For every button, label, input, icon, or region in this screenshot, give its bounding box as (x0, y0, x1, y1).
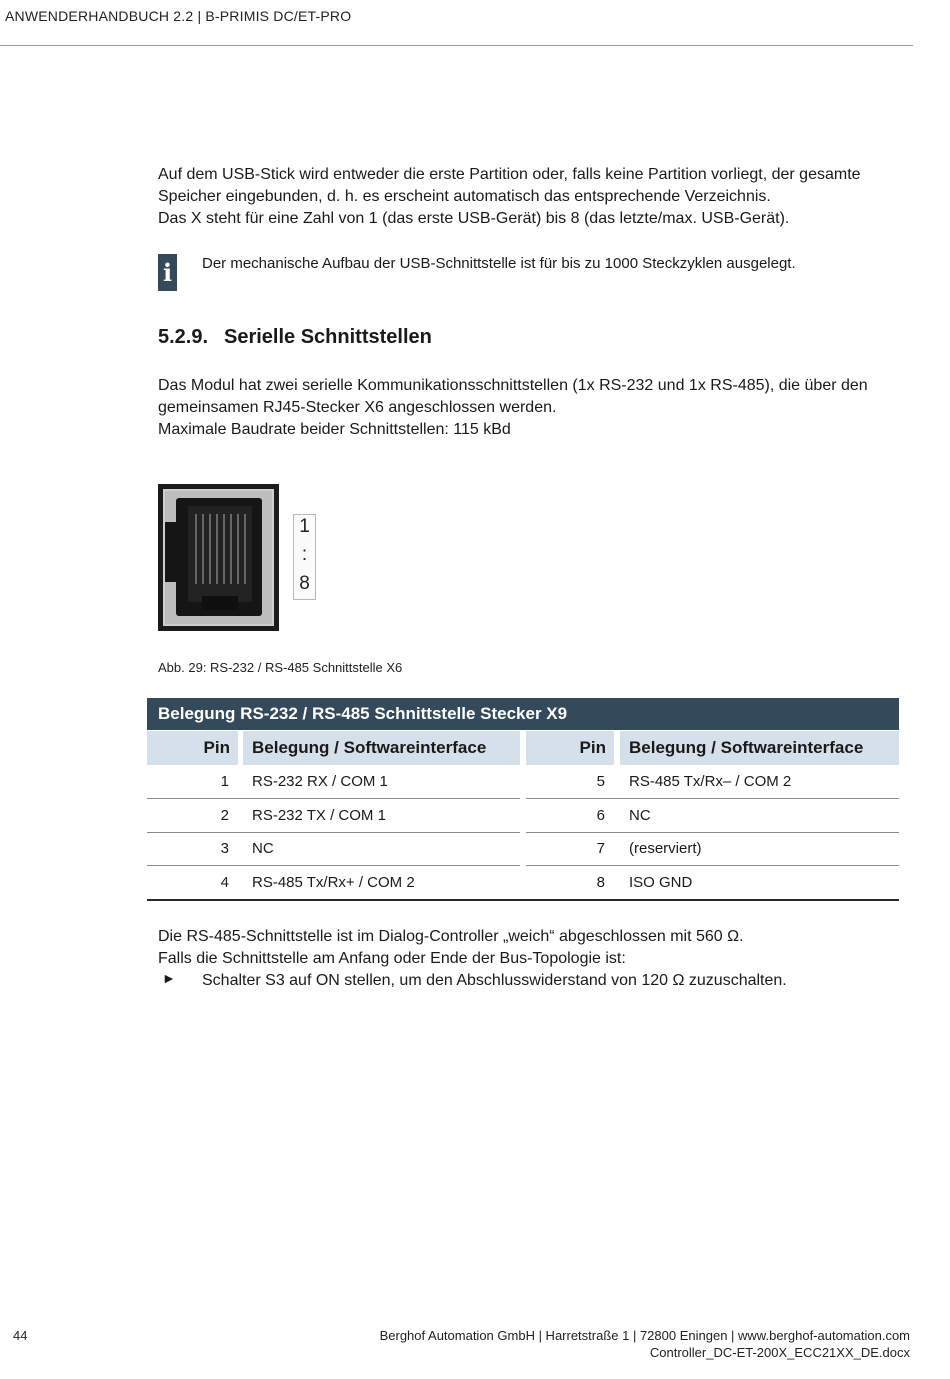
pin-number: 8 (596, 874, 605, 891)
section-title: Serielle Schnittstellen (224, 326, 432, 348)
termination-line: Falls die Schnittstelle am Anfang oder Ende der Bus-Topologie ist: (158, 950, 626, 967)
table-header-pin: Pin (526, 731, 614, 765)
pin-dots-label: : (301, 544, 308, 565)
intro-line: Auf dem USB-Stick wird entweder die erste Partition oder, falls keine Partition vorliegt, der gesamte (158, 166, 861, 183)
pin-assignment: ISO GND (629, 874, 693, 891)
table-header-assignment: Belegung / Softwareinterface (620, 731, 899, 765)
pin-number: 5 (596, 773, 605, 790)
pin-assignment: NC (252, 840, 274, 857)
bullet-instruction: Schalter S3 auf ON stellen, um den Abschlusswiderstand von 120 Ω zuzuschalten. (202, 972, 787, 989)
section-body-paragraph (158, 375, 868, 441)
footer-company-info: Berghof Automation GmbH | Harretstraße 1 | 72800 Eningen | www.berghof-automation.com (379, 1328, 910, 1343)
pin-number: 2 (220, 807, 229, 824)
table-row (147, 832, 899, 865)
figure-caption: Abb. 29: RS-232 / RS-485 Schnittstelle X6 (158, 660, 403, 675)
pin-number: 3 (220, 840, 229, 857)
table-header-assignment: Belegung / Softwareinterface (243, 731, 520, 765)
footer-filename: Controller_DC-ET-200X_ECC21XX_DE.docx (649, 1345, 910, 1360)
intro-line: Das X steht für eine Zahl von 1 (das erste USB-Gerät) bis 8 (das letzte/max. USB-Gerät). (158, 210, 790, 227)
table-row (147, 866, 899, 899)
pin-last-label: 8 (299, 573, 310, 594)
table-row (147, 765, 899, 798)
body-line: Das Modul hat zwei serielle Kommunikationsschnittstellen (1x RS-232 und 1x RS-485), die über den (158, 377, 868, 394)
pin-assignment: NC (629, 807, 651, 824)
table-header-pin: Pin (147, 731, 238, 765)
pin-assignment: RS-232 RX / COM 1 (252, 773, 388, 790)
table-bottom-rule (147, 899, 899, 901)
termination-line: Die RS-485-Schnittstelle ist im Dialog-Controller „weich“ abgeschlossen mit 560 Ω. (158, 928, 744, 945)
body-line: gemeinsamen RJ45-Stecker X6 angeschlossen werden. (158, 399, 557, 416)
pin-assignment: RS-485 Tx/Rx– / COM 2 (629, 773, 792, 790)
intro-paragraph (158, 164, 861, 230)
termination-paragraph (158, 926, 744, 970)
pin-assignment: RS-485 Tx/Rx+ / COM 2 (252, 874, 415, 891)
pin-number: 6 (596, 807, 605, 824)
pin-assignment: RS-232 TX / COM 1 (252, 807, 386, 824)
bullet-arrow-icon: ► (162, 970, 176, 986)
page-number: 44 (13, 1328, 28, 1343)
pin-number: 1 (220, 773, 229, 790)
table-title: Belegung RS-232 / RS-485 Schnittstelle Stecker X9 (147, 698, 899, 730)
pin-first-label: 1 (299, 516, 310, 537)
section-number: 5.2.9. (158, 326, 209, 348)
pin-number: 4 (220, 874, 229, 891)
body-line: Maximale Baudrate beider Schnittstellen: 115 kBd (158, 421, 511, 438)
table-row (147, 799, 899, 832)
info-note-text: Der mechanische Aufbau der USB-Schnittstelle ist für bis zu 1000 Steckzyklen ausgelegt. (202, 255, 796, 272)
pin-assignment: (reserviert) (629, 840, 702, 857)
intro-line: Speicher eingebunden, d. h. es erscheint automatisch das entsprechende Verzeichnis. (158, 188, 771, 205)
document-header-title: ANWENDERHANDBUCH 2.2 | B-PRIMIS DC/ET-PRO (5, 8, 352, 24)
header-divider (0, 45, 913, 46)
info-icon: i (158, 254, 177, 291)
rj45-connector-image (158, 484, 279, 631)
pin-number: 7 (596, 840, 605, 857)
pin-range-label (293, 514, 316, 600)
